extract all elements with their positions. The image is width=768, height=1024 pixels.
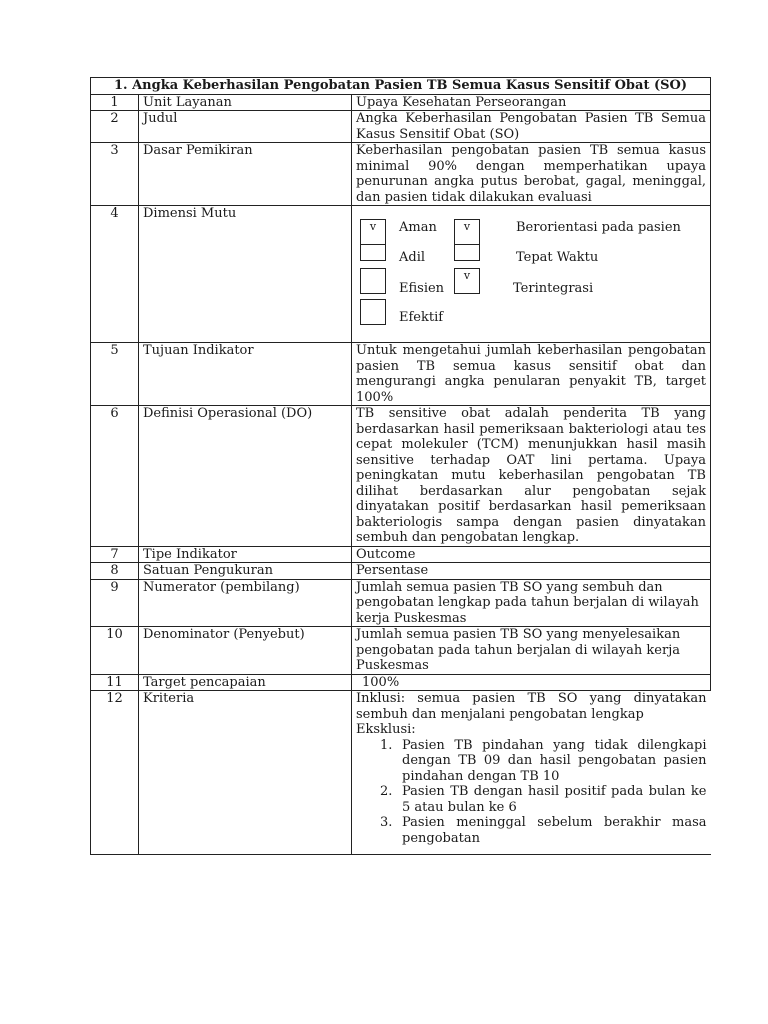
dimensi-label: Adil — [399, 250, 426, 265]
list-text: Pasien TB dengan hasil positif pada bulan ke 5 atau bulan ke 6 — [402, 784, 707, 815]
row-label: Judul — [139, 111, 352, 143]
kriteria-cell — [352, 691, 711, 855]
checkbox-tepat-waktu[interactable] — [454, 235, 480, 261]
row-number: 7 — [91, 546, 139, 563]
indicator-table — [90, 77, 711, 855]
check-mark: v — [463, 220, 471, 233]
row-value: Jumlah semua pasien TB SO yang menyelesaikan pengobatan pada tahun berjalan di wilayah kerja Puskesmas — [352, 627, 711, 675]
list-number: 1. — [380, 737, 393, 753]
row-number: 8 — [91, 563, 139, 580]
list-item — [380, 784, 707, 815]
check-mark: v — [463, 269, 471, 282]
row-number: 6 — [91, 406, 139, 547]
row-label: Denominator (Penyebut) — [139, 627, 352, 675]
row-label: Satuan Pengukuran — [139, 563, 352, 580]
row-label: Definisi Operasional (DO) — [139, 406, 352, 547]
table-row — [91, 143, 711, 206]
dimensi-label: Efisien — [399, 281, 445, 296]
row-number: 3 — [91, 143, 139, 206]
row-value: Angka Keberhasilan Pengobatan Pasien TB Semua Kasus Sensitif Obat (SO) — [352, 111, 711, 143]
dimensi-label: Tepat Waktu — [516, 250, 599, 265]
row-number: 12 — [91, 691, 139, 855]
list-item — [380, 815, 707, 846]
table-row — [91, 206, 711, 343]
table-title: 1. Angka Keberhasilan Pengobatan Pasien TB Semua Kasus Sensitif Obat (SO) — [91, 78, 711, 95]
row-label: Tujuan Indikator — [139, 343, 352, 406]
table-row — [91, 111, 711, 143]
row-value: Keberhasilan pengobatan pasien TB semua kasus minimal 90% dengan memperhatikan upaya penurunan angka putus berobat, gagal, meninggal, dan pasien tidak dilakukan evaluasi — [352, 143, 711, 206]
table-row — [91, 627, 711, 675]
row-label: Unit Layanan — [139, 94, 352, 111]
list-text: Pasien meninggal sebelum berakhir masa pengobatan — [402, 815, 707, 846]
row-value: Jumlah semua pasien TB SO yang sembuh dan pengobatan lengkap pada tahun berjalan di wilayah kerja Puskesmas — [352, 579, 711, 627]
row-value: Persentase — [352, 563, 711, 580]
list-number: 3. — [380, 815, 393, 830]
table-row — [91, 691, 711, 855]
row-number: 9 — [91, 579, 139, 627]
row-label: Dasar Pemikiran — [139, 143, 352, 206]
row-label: Kriteria — [139, 691, 352, 855]
kriteria-eksklusi-label: Eksklusi: — [356, 722, 416, 737]
dimensi-label: Efektif — [399, 310, 444, 325]
table-row — [91, 674, 711, 691]
row-value: Untuk mengetahui jumlah keberhasilan pengobatan pasien TB semua kasus sensitif obat dan mengurangi angka penularan penyakit TB, target 100% — [352, 343, 711, 406]
dimensi-label: Berorientasi pada pasien — [516, 220, 681, 235]
list-text: Pasien TB pindahan yang tidak dilengkapi dengan TB 09 dan hasil pengobatan pasien pindahan dengan TB 10 — [402, 737, 707, 784]
row-number: 5 — [91, 343, 139, 406]
kriteria-inklusi: Inklusi: semua pasien TB SO yang dinyatakan sembuh dan menjalani pengobatan lengkap — [356, 691, 707, 722]
row-number: 10 — [91, 627, 139, 675]
table-row — [91, 406, 711, 547]
row-number: 2 — [91, 111, 139, 143]
dimensi-label: Terintegrasi — [513, 281, 594, 296]
row-number: 1 — [91, 94, 139, 111]
table-row — [91, 563, 711, 580]
dimensi-label: Aman — [399, 220, 437, 235]
row-label: Target pencapaian — [139, 674, 352, 691]
row-number: 11 — [91, 674, 139, 691]
row-value: 100% — [352, 674, 711, 691]
checkbox-efisien[interactable] — [360, 268, 386, 294]
list-number: 2. — [380, 784, 393, 799]
checkbox-terintegrasi[interactable] — [454, 268, 480, 294]
table-row — [91, 579, 711, 627]
eksklusi-list — [356, 738, 707, 847]
check-mark: v — [369, 220, 377, 233]
table-row — [91, 546, 711, 563]
dimensi-mutu-checklist — [352, 206, 710, 342]
row-value: Outcome — [352, 546, 711, 563]
row-value: Upaya Kesehatan Perseorangan — [352, 94, 711, 111]
table-row — [91, 343, 711, 406]
row-label: Dimensi Mutu — [139, 206, 352, 343]
row-label: Numerator (pembilang) — [139, 579, 352, 627]
row-number: 4 — [91, 206, 139, 343]
row-label: Tipe Indikator — [139, 546, 352, 563]
checkbox-adil[interactable] — [360, 235, 386, 261]
list-item — [380, 738, 707, 785]
row-value: TB sensitive obat adalah penderita TB yang berdasarkan hasil pemeriksaan bakteriologi atau tes cepat molekuler (TCM) menunjukkan hasil masih sensitive terhadap OAT lini pertama. Upaya peningkatan mutu keberhasilan pengobatan TB dilihat berdasarkan alur pengobatan sejak dinyatakan positif berdasarkan hasil pemeriksaan bakteriologis sampa dengan pasien dinyatakan sembuh dan pengobatan lengkap. — [352, 406, 711, 547]
table-row — [91, 94, 711, 111]
checkbox-efektif[interactable] — [360, 299, 386, 325]
